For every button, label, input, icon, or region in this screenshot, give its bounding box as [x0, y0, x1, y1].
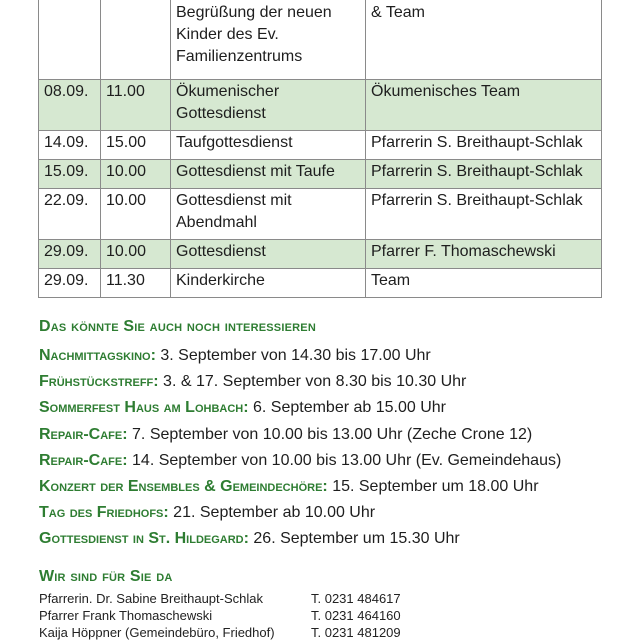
- event-cell: Begrüßung der neuen Kinder des Ev. Familienzentrums: [171, 0, 366, 80]
- event-name: Frühstückstreff:: [39, 373, 159, 391]
- organizer-cell: Ökumenisches Team: [366, 80, 602, 131]
- time-cell: 10.00: [101, 189, 171, 240]
- event-name: Sommerfest Haus am Lohbach:: [39, 399, 249, 417]
- event-details: 26. September um 15.30 Uhr: [248, 530, 460, 548]
- list-item: [39, 526, 629, 552]
- time-cell: 15.00: [101, 131, 171, 160]
- list-item: [39, 369, 629, 395]
- organizer-cell: Pfarrerin S. Breithaupt-Schlak: [366, 131, 602, 160]
- contact-phone: T. 0231 464160: [311, 608, 401, 623]
- event-cell: Gottesdienst: [171, 240, 366, 269]
- table-row: [39, 189, 602, 240]
- list-item: [39, 343, 629, 369]
- contact-name: Pfarrerin. Dr. Sabine Breithaupt-Schlak: [39, 591, 263, 606]
- table-row: [39, 269, 602, 298]
- contact-name: Kaija Höppner (Gemeindebüro, Friedhof): [39, 625, 275, 640]
- events-list: [39, 343, 629, 553]
- date-cell: 15.09.: [39, 160, 101, 189]
- event-name: Gottesdienst in St. Hildegard:: [39, 530, 249, 548]
- event-details: 6. September ab 15.00 Uhr: [248, 399, 446, 417]
- schedule-table-wrapper: [38, 0, 602, 298]
- time-cell: 10.00: [101, 240, 171, 269]
- date-cell: 29.09.: [39, 269, 101, 298]
- contact-name: Pfarrer Frank Thomaschewski: [39, 608, 213, 623]
- table-row: [39, 80, 602, 131]
- event-cell: Gottesdienst mit Abendmahl: [171, 189, 366, 240]
- event-details: 7. September von 10.00 bis 13.00 Uhr (Zeche Crone 12): [127, 425, 533, 443]
- contact-phone: T. 0231 484617: [311, 591, 401, 606]
- event-cell: Taufgottesdienst: [171, 131, 366, 160]
- table-row: [39, 240, 602, 269]
- time-cell: 10.00: [101, 160, 171, 189]
- contact-row: [39, 590, 439, 607]
- event-name: Repair-Cafe:: [39, 451, 128, 469]
- event-name: Konzert der Ensembles & Gemeindechöre:: [39, 478, 328, 496]
- event-details: 21. September ab 10.00 Uhr: [168, 504, 376, 522]
- contact-row: [39, 624, 439, 641]
- event-cell: Ökumenischer Gottesdienst: [171, 80, 366, 131]
- interests-heading: Das könnte Sie auch noch interessieren: [39, 318, 316, 335]
- organizer-cell: & Team: [366, 0, 602, 80]
- time-cell: 11.00: [101, 80, 171, 131]
- date-cell: [39, 0, 101, 80]
- date-cell: 22.09.: [39, 189, 101, 240]
- date-cell: 14.09.: [39, 131, 101, 160]
- schedule-table: [38, 0, 602, 298]
- list-item: [39, 474, 629, 500]
- time-cell: 11.30: [101, 269, 171, 298]
- time-cell: [101, 0, 171, 80]
- table-row: [39, 0, 602, 80]
- event-name: Tag des Friedhofs:: [39, 504, 169, 522]
- event-name: Repair-Cafe:: [39, 425, 128, 443]
- contacts-list: [39, 590, 439, 641]
- table-row: [39, 131, 602, 160]
- date-cell: 29.09.: [39, 240, 101, 269]
- event-details: 3. & 17. September von 8.30 bis 10.30 Uhr: [158, 373, 467, 391]
- list-item: [39, 500, 629, 526]
- organizer-cell: Pfarrerin S. Breithaupt-Schlak: [366, 160, 602, 189]
- contact-row: [39, 607, 439, 624]
- event-details: 15. September um 18.00 Uhr: [327, 478, 539, 496]
- event-details: 3. September von 14.30 bis 17.00 Uhr: [155, 347, 431, 364]
- event-details: 14. September von 10.00 bis 13.00 Uhr (Ev. Gemeindehaus): [127, 451, 562, 469]
- list-item: [39, 395, 629, 421]
- table-row: [39, 160, 602, 189]
- list-item: [39, 448, 629, 474]
- organizer-cell: Team: [366, 269, 602, 298]
- list-item: [39, 422, 629, 448]
- date-cell: 08.09.: [39, 80, 101, 131]
- organizer-cell: Pfarrer F. Thomaschewski: [366, 240, 602, 269]
- organizer-cell: Pfarrerin S. Breithaupt-Schlak: [366, 189, 602, 240]
- event-cell: Kinderkirche: [171, 269, 366, 298]
- event-cell: Gottesdienst mit Taufe: [171, 160, 366, 189]
- event-name: Nachmittagskino:: [39, 347, 156, 364]
- contacts-heading: Wir sind für Sie da: [39, 568, 173, 585]
- contact-phone: T. 0231 481209: [311, 625, 401, 640]
